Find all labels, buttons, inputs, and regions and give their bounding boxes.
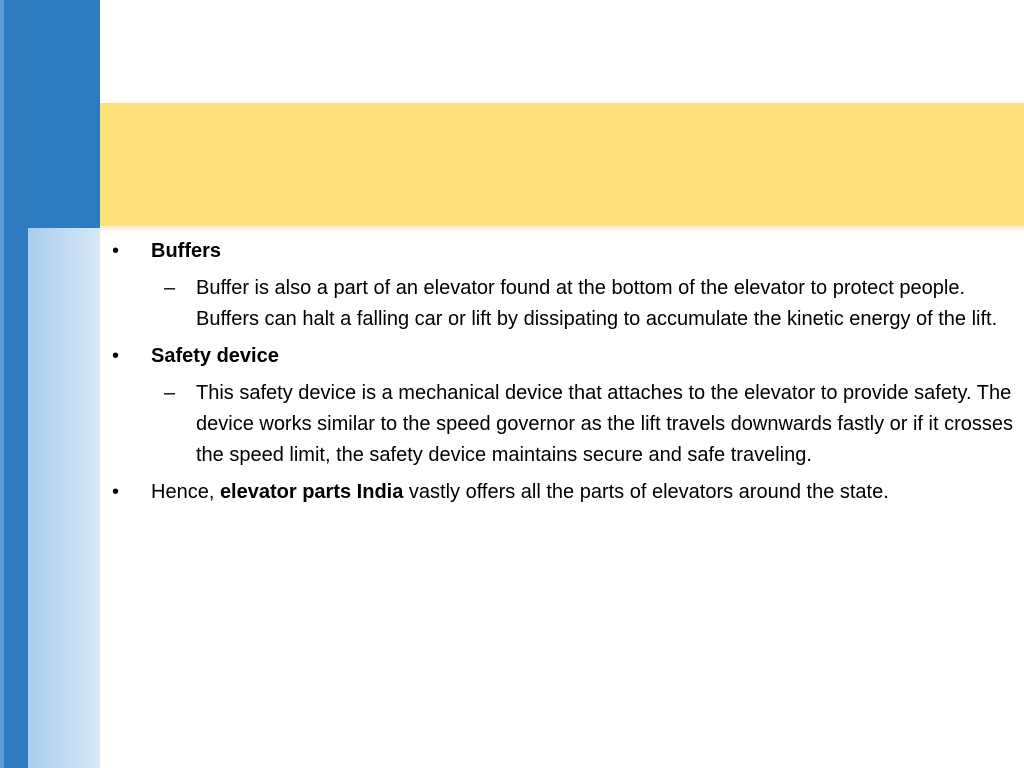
conclusion-text-before: Hence, [151, 481, 220, 503]
sidebar-bar-light [28, 228, 100, 768]
slide-content [108, 236, 1016, 514]
title-band [100, 103, 1024, 226]
bullet-safety-device [108, 341, 1016, 372]
safety-device-description: This safety device is a mechanical device that attaches to the elevator to provide safety. The device works similar to the speed governor as the lift travels downwards fastly or if it crosses the speed limit, the safety device maintains secure and safe traveling. [196, 382, 1013, 466]
buffers-description: Buffer is also a part of an elevator found at the bottom of the elevator to protect people. Buffers can halt a falling car or lift by dissipating to accumulate the kinetic energy of the lift. [196, 277, 998, 330]
conclusion-text-after: vastly offers all the parts of elevators around the state. [403, 481, 889, 503]
dash-mark: – [164, 382, 176, 404]
bullet-mark: • [112, 345, 120, 367]
conclusion-bold-phrase: elevator parts India [219, 481, 404, 503]
dash-mark: – [164, 277, 176, 299]
title-band-shade [100, 226, 1024, 232]
heading-buffers: Buffers [151, 240, 222, 262]
heading-safety-device: Safety device [151, 345, 279, 367]
bullet-mark: • [112, 240, 120, 262]
sub-bullet-safety-device [108, 378, 1016, 471]
sub-bullet-buffers [108, 273, 1016, 335]
bullet-buffers [108, 236, 1016, 267]
bullet-conclusion [108, 477, 1016, 508]
bullet-mark: • [112, 481, 120, 503]
sidebar-bar-edge [0, 0, 4, 768]
